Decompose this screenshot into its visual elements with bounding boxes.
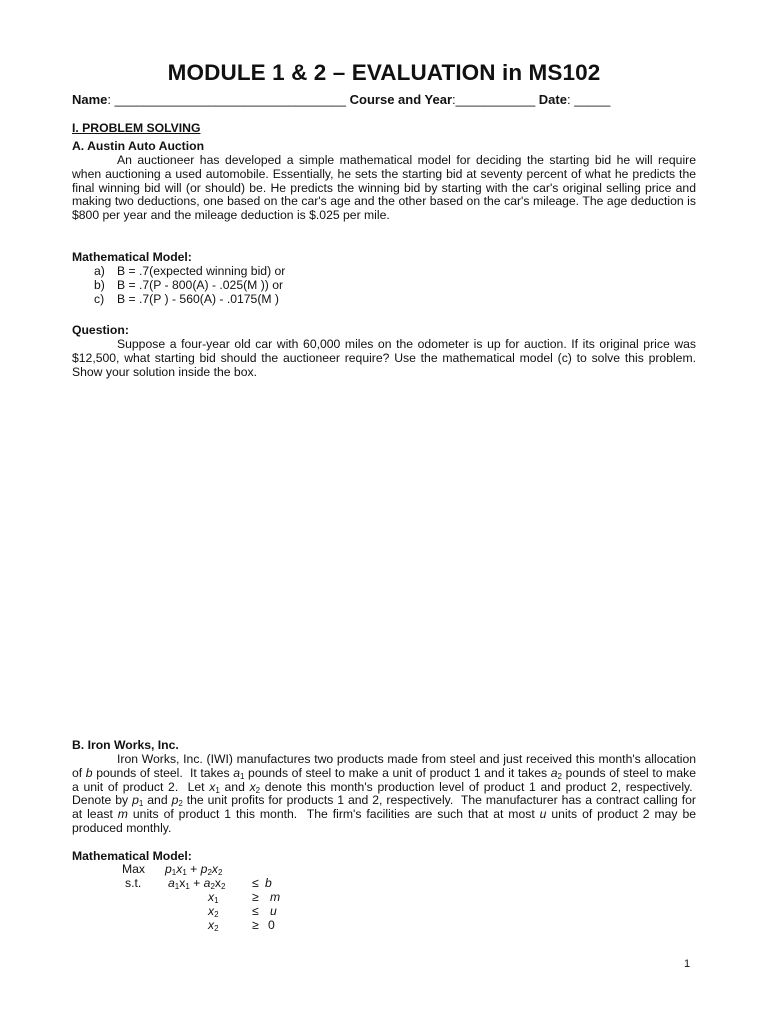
date-label: Date	[538, 92, 567, 107]
name-blank[interactable]: ________________________________	[114, 92, 347, 107]
problem-a-model-list	[72, 265, 696, 307]
section-title: I. PROBLEM SOLVING	[72, 121, 201, 135]
lp-constraint-rhs: u	[270, 904, 277, 918]
course-label: Course and Year	[349, 92, 453, 107]
course-blank[interactable]: ___________	[455, 92, 536, 107]
question-text: Suppose a four-year old car with 60,000 miles on the odometer is up for auction. If its original price was $12,500, what starting bid should the auctioneer require? Use the mathematical model (c) to solve this problem. Show your solution inside the box.	[72, 337, 696, 379]
lp-objective: $p_1x_1 + p_2x_2$	[165, 862, 223, 877]
lp-constraint-lhs: $x_2$	[208, 918, 219, 933]
problem-a-heading: A. Austin Auto Auction	[72, 139, 205, 153]
lp-constraint-op: ≥	[252, 890, 259, 904]
lp-constraint-rhs: b	[265, 876, 272, 890]
lp-constraint-rhs: m	[270, 890, 281, 904]
model-item-a-text: B = .7(expected winning bid) or	[117, 264, 286, 278]
lp-constraint-rhs: 0	[268, 918, 275, 932]
problem-b-paragraph: Iron Works, Inc. (IWI) manufactures two products made from steel and just received this month's allocation of b pounds of steel. It takes $a_1$ pounds of steel to make a unit of product 1 and it takes $a_2$ pounds of steel to make a unit of product 2. Let $x_1$ and $x_2$ denote this month's production level of product 1 and product 2, respectively. Denote by $p_1$ and $p_2$ the unit profits for products 1 and 2, respectively. The manufacturer has a contract calling for at least m units of product 1 this month. The firm's facilities are such that at most u units of product 2 may be produced monthly.	[72, 752, 697, 835]
page-number: 1	[684, 958, 691, 970]
lp-constraint-lhs: $a_1x_1 + a_2x_2$	[168, 876, 226, 891]
model-item-b-text: B = .7(P - 800(A) - .025(M )) or	[117, 278, 284, 292]
question-heading: Question:	[72, 323, 129, 337]
date-blank[interactable]: _____	[574, 92, 611, 107]
model-item-b: b) B = .7(P - 800(A) - .025(M )) or	[94, 278, 284, 292]
problem-a-model-heading: Mathematical Model:	[72, 250, 192, 264]
lp-st-label: s.t.	[125, 876, 142, 890]
lp-constraint-lhs: $x_1$	[208, 890, 219, 905]
header-fields: Name: ________________________________ Course and Year:___________ Date: _____	[72, 92, 611, 107]
problem-b-heading: B. Iron Works, Inc.	[72, 738, 179, 752]
model-item-c-text: B = .7(P ) - 560(A) - .0175(M )	[117, 292, 279, 306]
lp-constraint-op: ≤	[252, 876, 259, 890]
model-item-a: a) B = .7(expected winning bid) or	[94, 264, 286, 278]
lp-max-label: Max	[122, 862, 146, 876]
lp-constraint-lhs: $x_2$	[208, 904, 219, 919]
name-label: Name	[72, 92, 108, 107]
problem-a-paragraph: An auctioneer has developed a simple mathematical model for deciding the starting bid he will require when auctioning a used automobile. Essentially, he sets the starting bid at seventy percent of what he predicts the final winning bid will (or should) be. He predicts the winning bid by starting with the car's original selling price and making two deductions, one based on the car's age and the other based on the car's mileage. The age deduction is $800 per year and the mileage deduction is $.025 per mile.	[72, 153, 696, 223]
lp-constraint-op: ≥	[252, 918, 259, 932]
problem-b-model-heading: Mathematical Model:	[72, 849, 192, 863]
model-item-c: c) B = .7(P ) - 560(A) - .0175(M )	[94, 292, 279, 306]
lp-constraint-op: ≤	[252, 904, 259, 918]
document-title: MODULE 1 & 2 – EVALUATION in MS102	[167, 60, 601, 85]
